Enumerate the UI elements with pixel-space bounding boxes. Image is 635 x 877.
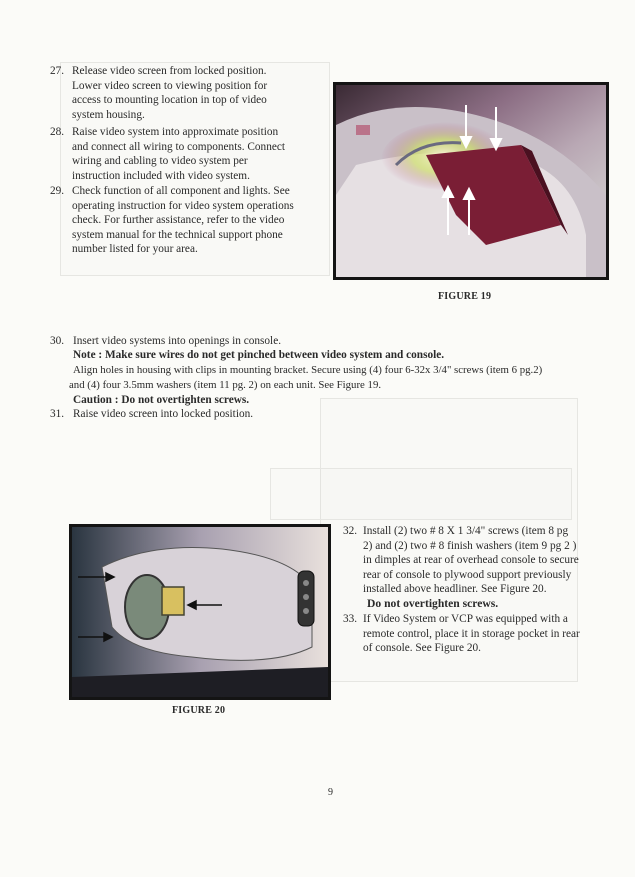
figure-20-photo [69,524,331,700]
step-number: 28. [50,126,65,138]
step-line: If Video System or VCP was equipped with a [363,613,568,625]
step-line: wiring and cabling to video system per [72,155,248,168]
step-number: 27. [50,65,65,77]
step-30-detail: Align holes in housing with clips in mounting bracket. Secure using (4) four 6-32x 3/4" screws (item 6 pg.2) [73,364,543,376]
step-line: Lower video screen to viewing position for [72,79,268,92]
step-line: Release video screen from locked position. [72,65,267,77]
step-27 [50,64,330,124]
step-30-number: 30. [50,335,65,347]
step-line: of console. See Figure 20. [363,642,481,655]
step-32-emphasis: Do not overtighten screws. [367,596,499,610]
console-photo-illustration [336,85,606,277]
step-line: system housing. [72,108,145,121]
step-30-caution: Caution : Do not overtighten screws. [73,394,250,406]
step-line: Check function of all component and lights. See [72,185,290,197]
step-30-text: Insert video systems into openings in console. [73,335,282,347]
figure-20-caption: FIGURE 20 [172,705,226,716]
step-line: Raise video system into approximate position [72,126,279,138]
step-line: rear of console to plywood support previously [363,568,572,581]
step-line: operating instruction for video system operations [72,199,294,212]
figure-19-caption: FIGURE 19 [438,291,492,302]
figure-19-photo [333,82,609,280]
step-line: 2) and (2) two # 8 finish washers (item 9 pg 2 ) [363,539,577,552]
step-30-detail: and (4) four 3.5mm washers (item 11 pg. 2) on each unit. See Figure 19. [69,379,382,391]
step-29 [50,184,340,260]
step-line: installed above headliner. See Figure 20. [363,583,547,596]
step-line: number listed for your area. [72,243,198,256]
step-number: 33. [343,613,358,625]
step-line: check. For further assistance, refer to the video [72,214,285,227]
step-28 [50,125,340,185]
step-31-text: Raise video screen into locked position. [73,408,254,420]
bleed-through-box [270,468,572,520]
step-number: 29. [50,185,65,197]
step-line: in dimples at rear of overhead console to secure [363,554,579,567]
page-number: 9 [328,787,333,798]
step-line: instruction included with video system. [72,169,250,182]
console-rear-illustration [72,527,328,697]
step-31-number: 31. [50,408,65,420]
step-number: 32. [343,525,358,537]
step-line: remote control, place it in storage pocket in rear [363,627,580,640]
step-32 [343,524,623,614]
step-33 [343,612,623,658]
step-line: system manual for the technical support phone [72,228,283,241]
step-30-note: Note : Make sure wires do not get pinched between video system and console. [73,349,445,361]
step-line: Install (2) two # 8 X 1 3/4" screws (item 8 pg [363,525,569,537]
step-line: and connect all wiring to components. Connect [72,140,286,153]
step-line: access to mounting location in top of video [72,94,267,107]
